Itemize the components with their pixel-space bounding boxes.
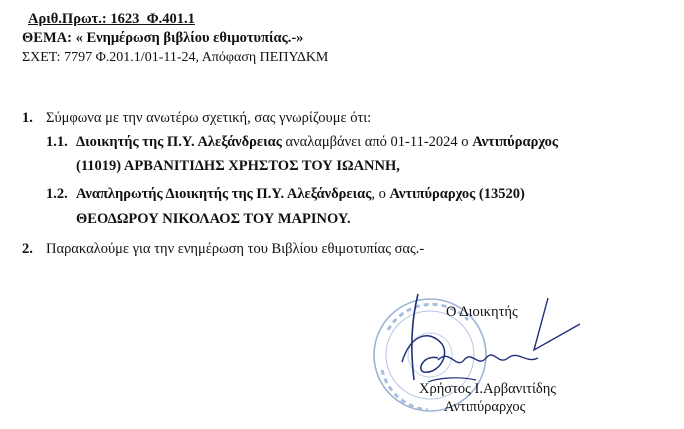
item-1-text: Σύμφωνα με την ανωτέρω σχετική, σας γνωρίζουμε ότι: (46, 110, 372, 126)
subitem-1-2-rank: Αντιπύραρχος (13520) (389, 186, 525, 202)
subitem-1-1-number: 1.1. (46, 134, 68, 150)
reference-number (28, 10, 195, 28)
item-2-number: 2. (22, 241, 33, 257)
subitem-1-2-text (76, 185, 525, 203)
subitem-1-2-mid: , ο (371, 186, 386, 202)
subitem-1-1-text (76, 133, 558, 151)
signatory-title: Ο Διοικητής (446, 304, 518, 320)
item-1-number: 1. (22, 110, 33, 126)
subitem-1-1-rank: Αντιπύραρχος (472, 134, 558, 150)
subitem-1-2-number: 1.2. (46, 186, 68, 202)
subitem-1-1-role: Διοικητής της Π.Υ. Αλεξάνδρειας (76, 134, 282, 150)
subject-label: ΘΕΜΑ: (22, 30, 72, 46)
signatory-rank: Αντιπύραρχος (444, 399, 526, 415)
subitem-1-2-person: ΘΕΟΔΩΡΟΥ ΝΙΚΟΛΑΟΣ ΤΟΥ ΜΑΡΙΝΟΥ. (76, 211, 351, 227)
subject-line (22, 29, 303, 47)
subject-text: « Ενημέρωση βιβλίου εθιμοτυπίας.-» (75, 30, 304, 46)
subitem-1-2-role: Αναπληρωτής Διοικητής της Π.Υ. Αλεξάνδρειας (76, 186, 372, 202)
ref-number: 1623 (110, 11, 140, 27)
signatory-name: Χρήστος Ι.Αρβανιτίδης (419, 381, 557, 397)
related-reference: ΣΧΕΤ: 7797 Φ.201.1/01-11-24, Απόφαση ΠΕΠΥΔΚΜ (22, 50, 329, 65)
subitem-1-1-person: (11019) ΑΡΒΑΝΙΤΙΔΗΣ ΧΡΗΣΤΟΣ ΤΟΥ ΙΩΑΝΝΗ, (76, 158, 400, 174)
ref-label: Αριθ.Πρωτ.: (28, 11, 107, 27)
ref-file: Φ.401.1 (146, 11, 195, 27)
item-2-text: Παρακαλούμε για την ενημέρωση του Βιβλίου εθιμοτυπίας σας.- (46, 241, 425, 257)
subitem-1-1-mid: αναλαμβάνει από 01-11-2024 ο (285, 134, 469, 150)
